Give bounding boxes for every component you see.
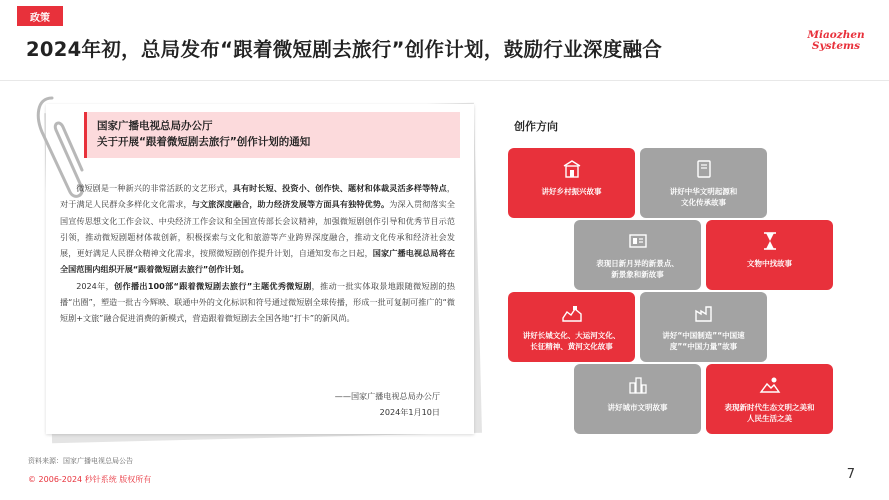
directions-title: 创作方向 <box>514 120 558 133</box>
direction-label: 讲好长城文化、大运河文化、 长征精神、黄河文化故事 <box>522 331 621 351</box>
copyright: © 2006-2024 秒针系统 版权所有 <box>28 475 152 484</box>
page-title: 2024年初，总局发布“跟着微短剧去旅行”创作计划，鼓励行业深度融合 <box>26 38 663 61</box>
notice-text-segment: 国家广播电视总局将在全国范围内组织开展“跟着微短剧去旅行”创作计划。 <box>60 248 455 275</box>
notice-body <box>60 180 455 327</box>
notice-paragraph-2 <box>60 278 455 327</box>
great-wall-icon <box>561 302 583 324</box>
notice-text-segment: 微短剧是一种新兴的非常活跃的文艺形式， <box>76 183 233 193</box>
direction-tile <box>508 292 635 362</box>
notice-text-segment: 创作播出100部“跟着微短剧去旅行”主题优秀微短剧 <box>114 280 312 291</box>
gallery-icon <box>627 230 649 252</box>
header-divider <box>0 80 889 81</box>
book-icon <box>693 158 715 180</box>
direction-label: 讲好城市文明故事 <box>607 403 668 412</box>
notice-text-segment: ，推动一批实体取景地跟随微短剧的热播“出圈”，塑造一批古今辉映、联通中外的文化标识和符号通过微短剧全球传播，形成一批可复制可推广的“微短剧+文旅”融合促进消费的新模式，营造跟着微短剧去全国各地“打卡”的新风尚。 <box>60 280 455 324</box>
page-number: 7 <box>846 467 855 482</box>
direction-tile <box>706 364 833 434</box>
direction-tile <box>640 292 767 362</box>
notice-issuer: 国家广播电视总局办公厅 <box>97 120 213 132</box>
source-note: 资料来源：国家广播电视总局公告 <box>28 457 133 465</box>
notice-title-banner <box>84 112 460 158</box>
notice-text-segment: ，对于满足人民群众多样化文化需求， <box>60 183 455 210</box>
direction-tile <box>508 148 635 218</box>
direction-tile <box>574 364 701 434</box>
direction-label: 表现新时代生态文明之美和 人民生活之美 <box>724 403 815 423</box>
category-tag: 政策 <box>17 6 63 26</box>
notice-text-segment: 2024年， <box>76 280 115 291</box>
direction-tile <box>574 220 701 290</box>
notice-text-segment: 与文旅深度融合，助力经济发展等方面具有独特优势。 <box>191 199 390 210</box>
direction-tile <box>706 220 833 290</box>
notice-paragraph-1 <box>60 180 455 278</box>
direction-label: 讲好中华文明起源和 文化传承故事 <box>669 187 738 207</box>
direction-label: 文物中找故事 <box>747 259 792 268</box>
logo-line-2: Systems <box>811 40 861 52</box>
notice-date: 2024年1月10日 <box>379 407 440 417</box>
direction-label: 表现日新月异的新景点、 新景象和新故事 <box>596 259 679 279</box>
company-logo <box>807 30 865 52</box>
notice-title: 关于开展“跟着微短剧去旅行”创作计划的通知 <box>97 136 311 148</box>
notice-signature: ——国家广播电视总局办公厅 <box>334 391 440 401</box>
logo-line-1: Miaozhen <box>807 29 865 41</box>
city-icon <box>627 374 649 396</box>
direction-label: 讲好“中国制造”“中国速 度”“中国力量”故事 <box>662 331 745 351</box>
notice-text-segment: 为深入贯彻落实全国宣传思想文化工作会议、中央经济工作会议和全国宣传部长会议精神，加强微短剧创作引导和优秀节目示范引领，推动微短剧题材体裁创新，积极探索与文化和旅游等产业跨界深度融合，推动文化传承和经济社会发展，更好满足人民群众精神文化需求，按照微短剧创作提升计划，自通知发布之日起， <box>60 199 455 259</box>
notice-text-segment: 具有时长短、投资小、创作快、题材和体裁灵活多样等特点 <box>232 183 447 193</box>
factory-icon <box>693 302 715 324</box>
temple-icon <box>561 158 583 180</box>
direction-label: 讲好乡村振兴故事 <box>541 187 602 196</box>
direction-tile <box>640 148 767 218</box>
landscape-icon <box>759 374 781 396</box>
hourglass-icon <box>759 230 781 252</box>
notice-signature-block <box>240 388 440 420</box>
